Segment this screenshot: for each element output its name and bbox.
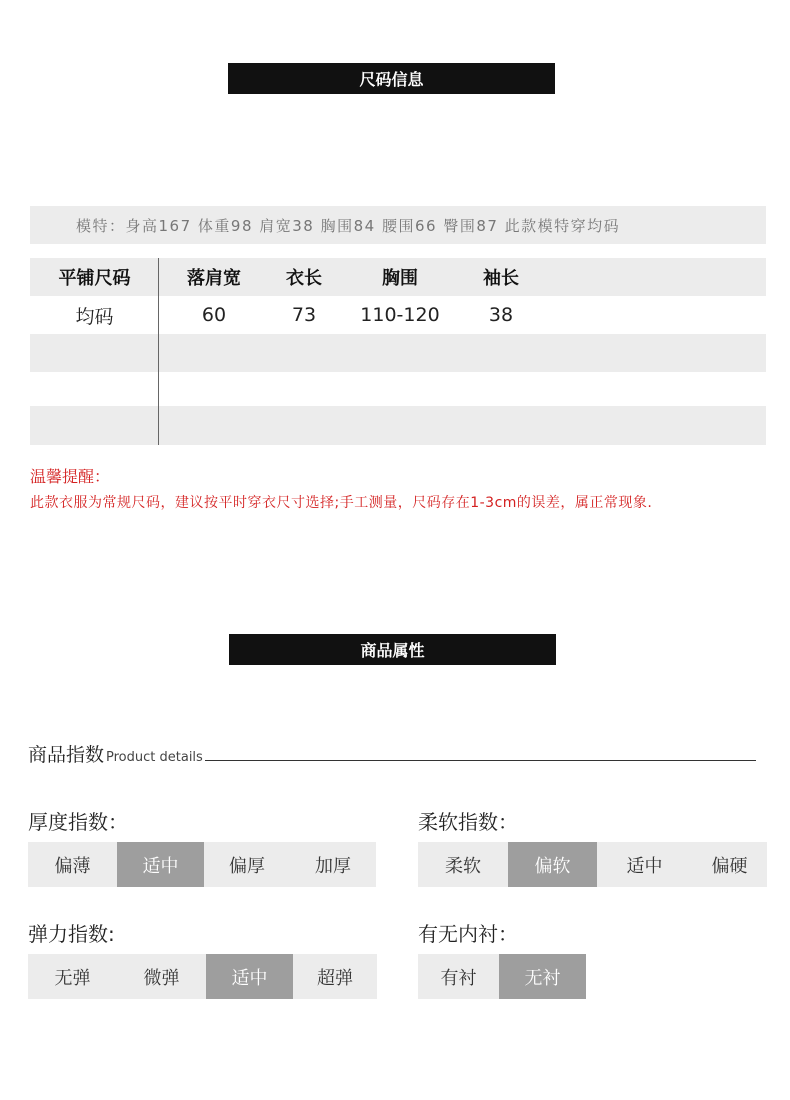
thickness-option-thickish: 偏厚 [229, 855, 265, 877]
product-details-heading [28, 743, 756, 767]
tip-title: 温馨提醒： [30, 467, 111, 486]
size-info-header: 尺码信息 [228, 63, 555, 94]
thickness-option-thick: 加厚 [315, 855, 351, 877]
elasticity-label: 弹力指数: [28, 922, 115, 946]
lining-scale [418, 954, 586, 999]
elasticity-scale [28, 954, 377, 999]
table-divider [158, 258, 159, 445]
thickness-option-thin: 偏薄 [54, 855, 91, 877]
softness-option-medium: 适中 [626, 855, 663, 877]
softness-option-soft: 柔软 [445, 855, 481, 877]
header-length: 衣长 [286, 268, 322, 289]
header-size: 平铺尺码 [58, 268, 131, 289]
header-sleeve: 袖长 [483, 268, 519, 289]
elasticity-option-none: 无弹 [54, 967, 91, 989]
details-title-en: Product details [106, 750, 203, 765]
divider-line [205, 760, 756, 761]
elasticity-option-medium: 适中 [206, 954, 293, 999]
table-row [30, 296, 766, 334]
cell-size: 均码 [75, 305, 114, 328]
table-row-empty [30, 334, 766, 372]
cell-chest: 110-120 [360, 304, 440, 326]
details-title-zh: 商品指数 [28, 744, 105, 766]
elasticity-option-slight: 微弹 [143, 967, 180, 989]
cell-shoulder: 60 [201, 304, 227, 326]
header-shoulder: 落肩宽 [187, 268, 241, 289]
elasticity-option-super: 超弹 [317, 967, 353, 989]
table-row-empty [30, 372, 766, 406]
table-header-row [30, 258, 766, 296]
softness-option-softish: 偏软 [508, 842, 597, 887]
cell-length: 73 [291, 304, 317, 326]
table-row-empty [30, 406, 766, 445]
softness-label: 柔软指数： [418, 810, 518, 834]
lining-label: 有无内衬： [418, 922, 518, 946]
model-info: 模特：身高167 体重98 肩宽38 胸围84 腰围66 臀围87 此款模特穿均码 [30, 206, 766, 244]
lining-option-yes: 有衬 [440, 967, 477, 989]
cell-sleeve: 38 [488, 304, 514, 326]
thickness-option-medium: 适中 [117, 842, 204, 887]
softness-scale [418, 842, 767, 887]
header-chest: 胸围 [382, 268, 418, 289]
product-attributes-header: 商品属性 [229, 634, 556, 665]
softness-option-hard: 偏硬 [711, 855, 748, 877]
thickness-label: 厚度指数： [28, 810, 128, 834]
tip-body: 此款衣服为常规尺码，建议按平时穿衣尺寸选择;手工测量，尺码存在1-3cm的误差，属正常现象. [30, 495, 653, 511]
lining-option-no: 无衬 [499, 954, 586, 999]
thickness-scale [28, 842, 376, 887]
